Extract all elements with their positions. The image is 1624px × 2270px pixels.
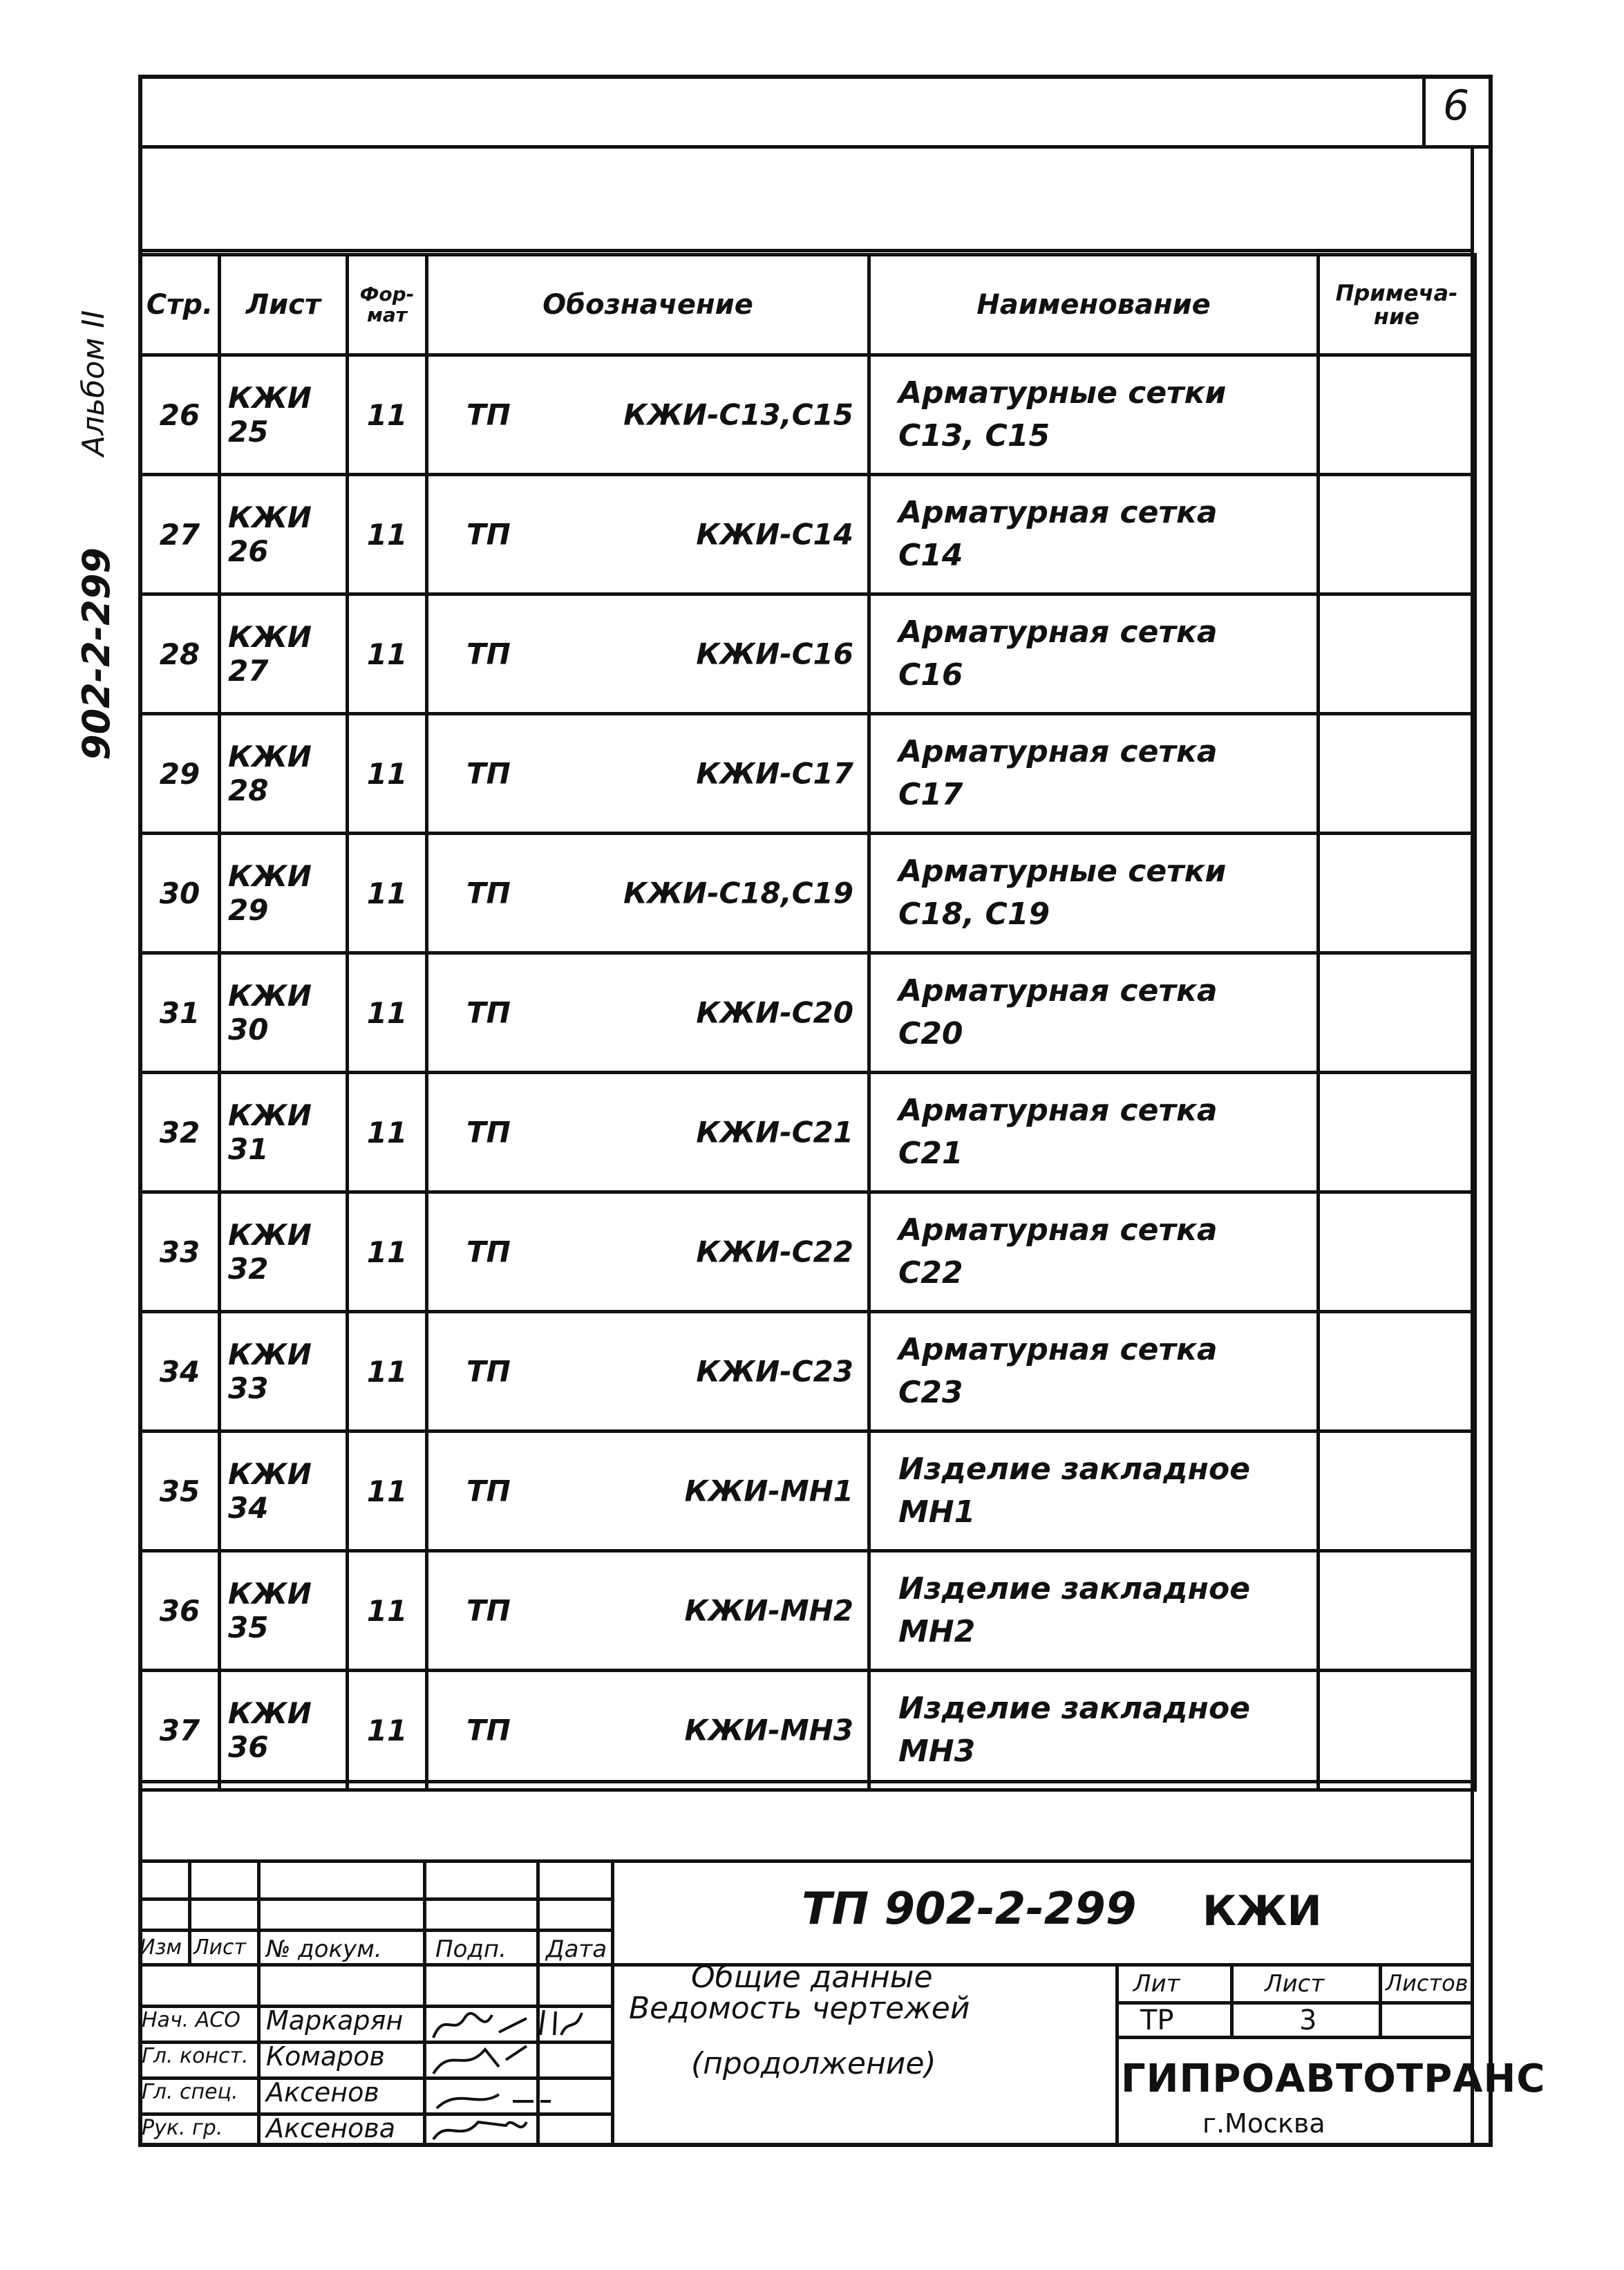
staff-name: Маркарян — [266, 2005, 404, 2036]
row-name-line-2: МН1 — [898, 1494, 976, 1530]
signature-marks — [423, 2005, 611, 2147]
row-page: 28 — [140, 594, 220, 714]
header-name: Наименование — [869, 255, 1319, 355]
title-block-line — [138, 1780, 1473, 1783]
row-format: 11 — [348, 1671, 427, 1790]
row-note — [1319, 1671, 1475, 1790]
top-band-line — [138, 145, 1493, 149]
header-note: Примеча-ние — [1319, 255, 1475, 355]
row-name-line-2: С18, С19 — [898, 897, 1050, 932]
row-name-line-2: С13, С15 — [898, 418, 1050, 453]
row-format: 11 — [348, 1432, 427, 1551]
row-note — [1319, 475, 1475, 594]
sheets-label: Листов — [1386, 1970, 1469, 1996]
row-note — [1319, 1551, 1475, 1671]
header-page: Стр. — [140, 255, 220, 355]
col-change: Изм — [140, 1935, 182, 1960]
tb-col-1 — [188, 1863, 191, 1963]
row-name-line-1: Арматурная сетка — [898, 734, 1218, 769]
row-sheet: КЖИ 34 — [220, 1432, 348, 1551]
row-designation — [427, 1432, 869, 1551]
drawing-register-table — [138, 253, 1477, 1792]
side-project-code: 902-2-299 — [75, 547, 118, 760]
row-page: 35 — [140, 1432, 220, 1551]
organization-name: ГИПРОАВТОТРАНС — [1121, 2056, 1546, 2101]
row-page: 27 — [140, 475, 220, 594]
row-designation — [427, 1192, 869, 1312]
row-designation-code: КЖИ-С18,С19 — [623, 876, 853, 910]
row-name-line-1: Арматурная сетка — [898, 1093, 1218, 1128]
row-name-line-1: Арматурная сетка — [898, 615, 1218, 650]
row-sheet: КЖИ 29 — [220, 834, 348, 953]
row-sheet: КЖИ 26 — [220, 475, 348, 594]
row-name — [869, 1671, 1319, 1790]
row-designation — [427, 475, 869, 594]
col-sheet: Лист — [193, 1935, 247, 1960]
staff-name: Комаров — [266, 2041, 385, 2072]
lit-value: ТР — [1140, 2005, 1174, 2036]
top-band-line-2 — [138, 249, 1473, 252]
sheet-value: 3 — [1299, 2005, 1317, 2036]
row-sheet: КЖИ 36 — [220, 1671, 348, 1790]
row-designation-code: КЖИ-С14 — [696, 517, 853, 552]
row-designation — [427, 953, 869, 1073]
row-name-line-1: Арматурная сетка — [898, 1212, 1218, 1248]
row-name-line-2: С21 — [898, 1136, 963, 1171]
row-designation-prefix: ТП — [466, 995, 511, 1030]
col-date: Дата — [546, 1935, 607, 1963]
table-row — [140, 594, 1475, 714]
row-designation-prefix: ТП — [466, 1713, 511, 1747]
row-name — [869, 1312, 1319, 1432]
row-designation-code: КЖИ-С20 — [696, 995, 853, 1030]
col-sign: Подп. — [435, 1935, 507, 1963]
row-designation — [427, 1312, 869, 1432]
table-row — [140, 475, 1475, 594]
row-note — [1319, 1432, 1475, 1551]
row-format: 11 — [348, 355, 427, 475]
row-format: 11 — [348, 953, 427, 1073]
tb-row-2 — [138, 1929, 611, 1932]
row-page: 33 — [140, 1192, 220, 1312]
row-name-line-1: Арматурные сетки — [898, 375, 1227, 411]
row-designation-prefix: ТП — [466, 1474, 511, 1508]
project-code: ТП 902-2-299 — [802, 1884, 1137, 1935]
row-designation — [427, 355, 869, 475]
row-name — [869, 834, 1319, 953]
row-page: 31 — [140, 953, 220, 1073]
row-format: 11 — [348, 594, 427, 714]
row-designation-code: КЖИ-МН3 — [684, 1713, 853, 1747]
row-designation — [427, 714, 869, 834]
row-name — [869, 714, 1319, 834]
row-designation-code: КЖИ-С23 — [696, 1354, 853, 1389]
title-block-top-line — [138, 1859, 1473, 1863]
row-format: 11 — [348, 1551, 427, 1671]
register-body — [140, 355, 1475, 1790]
row-format: 11 — [348, 714, 427, 834]
row-designation-code: КЖИ-С16 — [696, 637, 853, 671]
row-sheet: КЖИ 27 — [220, 594, 348, 714]
row-name-line-1: Изделие закладное — [898, 1452, 1251, 1487]
row-designation-prefix: ТП — [466, 876, 511, 910]
row-name-line-2: МН2 — [898, 1614, 976, 1649]
row-designation — [427, 594, 869, 714]
row-page: 34 — [140, 1312, 220, 1432]
row-designation — [427, 1073, 869, 1192]
row-note — [1319, 714, 1475, 834]
row-name — [869, 594, 1319, 714]
row-sheet: КЖИ 31 — [220, 1073, 348, 1192]
staff-role: Рук. гр. — [142, 2116, 223, 2140]
lit-label: Лит — [1133, 1970, 1180, 1998]
row-designation — [427, 1551, 869, 1671]
row-name-line-1: Арматурная сетка — [898, 495, 1218, 530]
row-name — [869, 1551, 1319, 1671]
table-row — [140, 834, 1475, 953]
row-name-line-1: Изделие закладное — [898, 1691, 1251, 1726]
row-page: 37 — [140, 1671, 220, 1790]
row-format: 11 — [348, 1192, 427, 1312]
row-designation-code: КЖИ-МН2 — [684, 1593, 853, 1628]
row-designation-code: КЖИ-С21 — [696, 1115, 853, 1150]
row-sheet: КЖИ 28 — [220, 714, 348, 834]
page-number-divider — [1422, 75, 1426, 147]
row-name-line-1: Изделие закладное — [898, 1571, 1251, 1606]
row-name-line-2: С22 — [898, 1255, 963, 1291]
row-name — [869, 1192, 1319, 1312]
register-header-row — [140, 255, 1475, 355]
row-name — [869, 953, 1319, 1073]
row-designation-prefix: ТП — [466, 1235, 511, 1269]
table-row — [140, 1073, 1475, 1192]
col-doc: № докум. — [266, 1935, 382, 1963]
drawing-mark: КЖИ — [1202, 1887, 1322, 1935]
header-designation: Обозначение — [427, 255, 869, 355]
row-designation-prefix: ТП — [466, 517, 511, 552]
row-sheet: КЖИ 30 — [220, 953, 348, 1073]
row-sheet: КЖИ 33 — [220, 1312, 348, 1432]
table-row — [140, 1192, 1475, 1312]
tb-row-1 — [138, 1897, 611, 1901]
organization-city: г.Москва — [1202, 2108, 1325, 2139]
title-line-3: (продолжение) — [691, 2046, 936, 2081]
row-name-line-2: С20 — [898, 1016, 963, 1051]
table-row — [140, 1671, 1475, 1790]
row-name-line-1: Арматурная сетка — [898, 1332, 1218, 1367]
row-format: 11 — [348, 475, 427, 594]
table-row — [140, 1312, 1475, 1432]
row-designation-prefix: ТП — [466, 756, 511, 791]
row-designation-prefix: ТП — [466, 1115, 511, 1150]
tb-lit-col-1 — [1230, 1963, 1234, 2039]
row-designation — [427, 834, 869, 953]
row-designation-prefix: ТП — [466, 1593, 511, 1628]
table-row — [140, 953, 1475, 1073]
row-format: 11 — [348, 834, 427, 953]
tb-right-divider — [1115, 1963, 1119, 2147]
row-designation-code: КЖИ-С13,С15 — [623, 397, 853, 432]
row-name-line-2: МН3 — [898, 1734, 976, 1769]
header-sheet: Лист — [220, 255, 348, 355]
row-name-line-2: С14 — [898, 538, 963, 573]
row-note — [1319, 1192, 1475, 1312]
row-page: 30 — [140, 834, 220, 953]
row-note — [1319, 1073, 1475, 1192]
row-name-line-1: Арматурные сетки — [898, 854, 1227, 889]
row-note — [1319, 1312, 1475, 1432]
row-designation-prefix: ТП — [466, 397, 511, 432]
row-designation-code: КЖИ-МН1 — [684, 1474, 853, 1508]
row-note — [1319, 953, 1475, 1073]
row-designation — [427, 1671, 869, 1790]
row-page: 32 — [140, 1073, 220, 1192]
staff-role: Нач. АСО — [142, 2008, 240, 2032]
row-name-line-2: С16 — [898, 657, 963, 693]
row-note — [1319, 834, 1475, 953]
staff-name: Аксенова — [266, 2113, 395, 2144]
row-name — [869, 475, 1319, 594]
row-format: 11 — [348, 1312, 427, 1432]
row-name-line-2: С17 — [898, 777, 963, 812]
row-page: 26 — [140, 355, 220, 475]
table-row — [140, 355, 1475, 475]
row-page: 36 — [140, 1551, 220, 1671]
row-name — [869, 1073, 1319, 1192]
row-name — [869, 355, 1319, 475]
staff-role: Гл. конст. — [142, 2044, 249, 2068]
row-note — [1319, 355, 1475, 475]
tb-col-5 — [611, 1863, 614, 2147]
tb-lit-col-2 — [1379, 1963, 1382, 2039]
row-note — [1319, 594, 1475, 714]
row-designation-prefix: ТП — [466, 1354, 511, 1389]
row-name — [869, 1432, 1319, 1551]
row-sheet: КЖИ 25 — [220, 355, 348, 475]
staff-name: Аксенов — [266, 2077, 379, 2108]
row-designation-code: КЖИ-С22 — [696, 1235, 853, 1269]
row-designation-code: КЖИ-С17 — [696, 756, 853, 791]
sheet-label: Лист — [1265, 1970, 1325, 1998]
staff-role: Гл. спец. — [142, 2080, 238, 2104]
row-name-line-1: Арматурная сетка — [898, 973, 1218, 1009]
row-sheet: КЖИ 35 — [220, 1551, 348, 1671]
side-album-label: Альбом II — [76, 310, 111, 456]
row-sheet: КЖИ 32 — [220, 1192, 348, 1312]
table-row — [140, 1432, 1475, 1551]
title-line-2: Ведомость чертежей — [629, 1991, 970, 2026]
table-row — [140, 1551, 1475, 1671]
row-designation-prefix: ТП — [466, 637, 511, 671]
header-format: Фор-мат — [348, 255, 427, 355]
row-name-line-2: С23 — [898, 1375, 963, 1410]
row-page: 29 — [140, 714, 220, 834]
table-row — [140, 714, 1475, 834]
page-number: 6 — [1443, 82, 1470, 130]
title-line-1: Общие данные — [691, 1960, 933, 1995]
row-format: 11 — [348, 1073, 427, 1192]
